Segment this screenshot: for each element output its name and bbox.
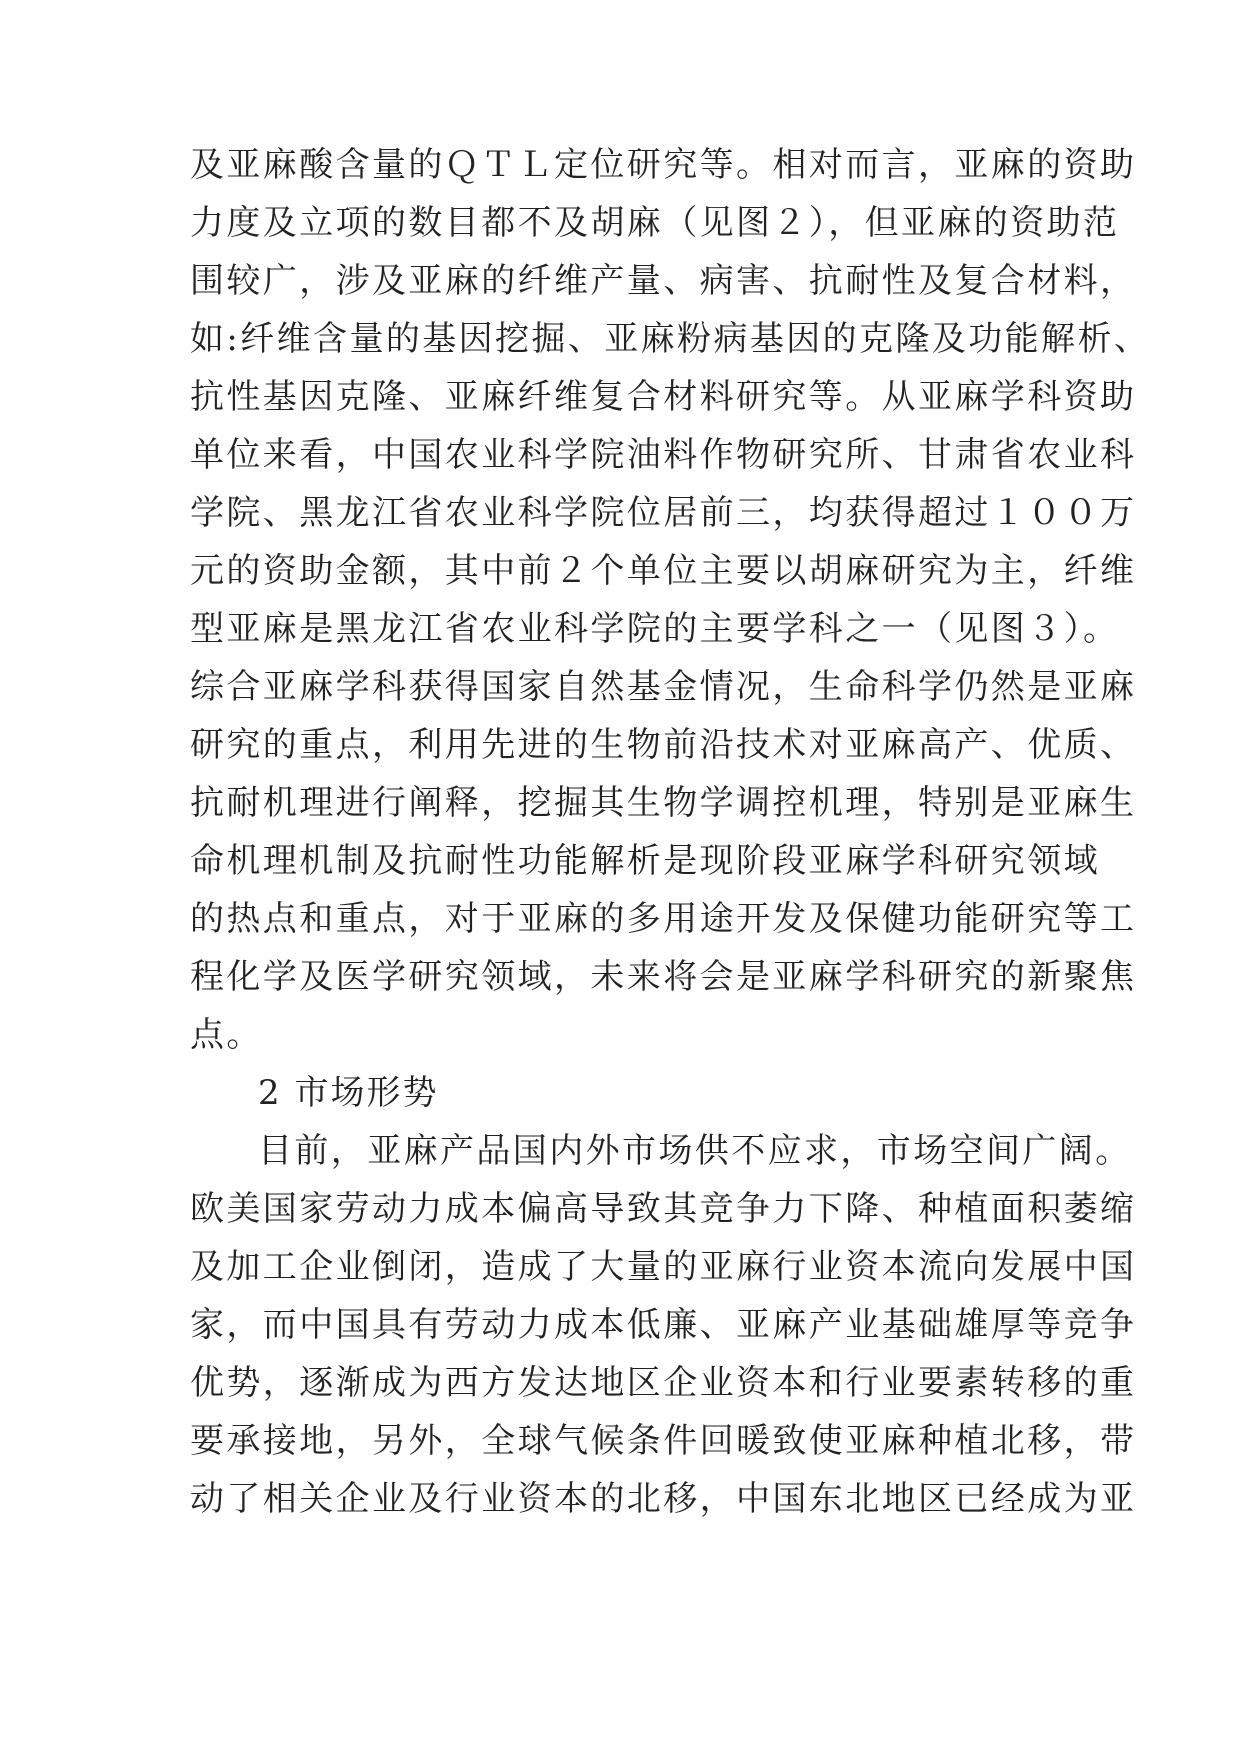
text-line: 如:纤维含量的基因挖掘、亚麻粉病基因的克隆及功能解析、 bbox=[190, 319, 1151, 359]
text-line: 综合亚麻学科获得国家自然基金情况，生命科学仍然是亚麻 bbox=[190, 667, 1137, 707]
text-line: 欧美国家劳动力成本偏高导致其竞争力下降、种植面积萎缩 bbox=[190, 1189, 1137, 1229]
text-line: 型亚麻是黑龙江省农业科学院的主要学科之一（见图３）。 bbox=[190, 609, 1120, 649]
text-line: 优势，逐渐成为西方发达地区企业资本和行业要素转移的重 bbox=[190, 1363, 1137, 1403]
text-line: 要承接地，另外，全球气候条件回暖致使亚麻种植北移，带 bbox=[190, 1421, 1137, 1461]
text-line: 抗性基因克隆、亚麻纤维复合材料研究等。从亚麻学科资助 bbox=[190, 377, 1137, 417]
text-line: 围较广，涉及亚麻的纤维产量、病害、抗耐性及复合材料， bbox=[190, 261, 1137, 301]
text-line: 家，而中国具有劳动力成本低廉、亚麻产业基础雄厚等竞争 bbox=[190, 1305, 1137, 1345]
text-line: 元的资助金额，其中前２个单位主要以胡麻研究为主，纤维 bbox=[190, 551, 1137, 591]
text-line: 命机理机制及抗耐性功能解析是现阶段亚麻学科研究领域 bbox=[190, 841, 1100, 881]
section-heading: 2 市场形势 bbox=[258, 1073, 439, 1113]
text-line: 的热点和重点，对于亚麻的多用途开发及保健功能研究等工 bbox=[190, 899, 1137, 939]
text-line: 及亚麻酸含量的ＱＴＬ定位研究等。相对而言，亚麻的资助 bbox=[190, 145, 1137, 185]
text-line: 单位来看，中国农业科学院油料作物研究所、甘肃省农业科 bbox=[190, 435, 1137, 475]
text-line: 抗耐机理进行阐释，挖掘其生物学调控机理，特别是亚麻生 bbox=[190, 783, 1137, 823]
text-line: 动了相关企业及行业资本的北移，中国东北地区已经成为亚 bbox=[190, 1479, 1137, 1519]
text-line: 点。 bbox=[190, 1015, 263, 1055]
text-line: 及加工企业倒闭，造成了大量的亚麻行业资本流向发展中国 bbox=[190, 1247, 1137, 1287]
text-line: 目前，亚麻产品国内外市场供不应求，市场空间广阔。 bbox=[258, 1131, 1132, 1171]
text-line: 程化学及医学研究领域，未来将会是亚麻学科研究的新聚焦 bbox=[190, 957, 1137, 997]
text-line: 学院、黑龙江省农业科学院位居前三，均获得超过１００万 bbox=[190, 493, 1137, 533]
text-line: 研究的重点，利用先进的生物前沿技术对亚麻高产、优质、 bbox=[190, 725, 1137, 765]
text-line: 力度及立项的数目都不及胡麻（见图２），但亚麻的资助范 bbox=[190, 203, 1120, 243]
